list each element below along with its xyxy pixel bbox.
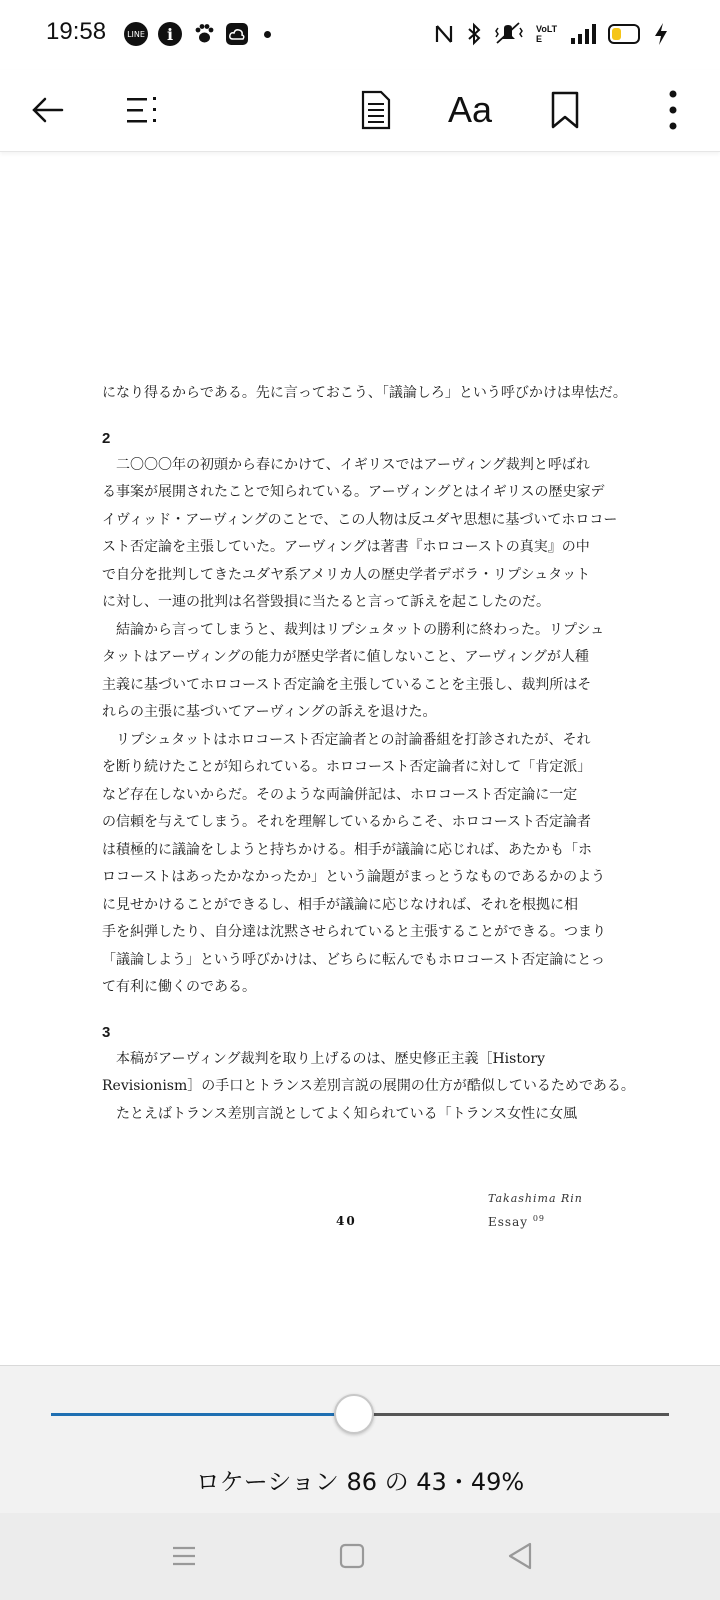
toc-icon (124, 94, 164, 126)
text-line: 結論から言ってしまうと、裁判はリプシュタットの勝利に終わった。リプシュ (116, 621, 605, 638)
text-line: など存在しないからだ。そのような両論併記は、ホロコースト否定論に一定 (102, 786, 578, 803)
section-heading: 2 (102, 429, 111, 447)
charging-icon (654, 22, 668, 46)
text-line: 「議論しよう」という呼びかけは、どちらに転んでもホロコースト否定論にとっ (102, 951, 606, 968)
text-line: 主義に基づいてホロコースト否定論を主張していることを主張し、裁判所はそ (102, 676, 592, 693)
font-settings-button[interactable] (442, 82, 498, 138)
text-line: は積極的に議論をしようと持ちかける。相手が議論に応じれば、あたかも「ホ (102, 841, 592, 858)
back-arrow-icon (30, 92, 66, 128)
cloud-icon (226, 23, 248, 45)
text-line: 手を糾弾したり、自分達は沈黙させられていると主張することができる。つまり (102, 924, 606, 940)
text-line: タットはアーヴィングの能力が歴史学者に値しないこと、アーヴィングが人種 (102, 649, 589, 665)
system-nav-bar (0, 1513, 720, 1600)
back-triangle-icon (507, 1542, 533, 1570)
page-view-icon (359, 90, 393, 130)
volte-icon: VoLTE (536, 24, 558, 44)
home-icon (339, 1543, 365, 1569)
status-bar (0, 0, 720, 70)
text-line: で自分を批判してきたユダヤ系アメリカ人の歴史学者デボラ・リプシュタット (102, 566, 591, 583)
nfc-icon (434, 23, 454, 45)
line-icon (124, 22, 148, 46)
location-text: ロケーション 86 の 43・49% (195, 1468, 525, 1496)
text-line: スト否定論を主張していた。アーヴィングは著書『ホロコーストの真実』の中 (102, 539, 590, 555)
more-vert-icon (667, 90, 679, 130)
recents-button[interactable] (168, 1540, 200, 1572)
text-line: に見せかけることができるし、相手が議論に応じなければ、それを根拠に相 (102, 896, 578, 913)
text-line: リプシュタットはホロコースト否定論者との討論番組を打診されたが、それ (116, 731, 591, 748)
text-line: イヴィッド・アーヴィングのことで、この人物は反ユダヤ思想に基づいてホロコー (102, 511, 618, 528)
text-line: になり得るからである。先に言っておこう、「議論しろ」という呼びかけは卑怯だ。 (102, 385, 627, 401)
vibrate-icon (494, 22, 524, 46)
text-line: 本稿がアーヴィング裁判を取り上げるのは、歴史修正主義［History (116, 1050, 545, 1067)
bookmark-button[interactable] (537, 82, 593, 138)
font-icon: Aa (447, 89, 493, 130)
back-nav-button[interactable] (504, 1540, 536, 1572)
recents-icon (170, 1544, 198, 1568)
footer-essay (488, 1214, 545, 1229)
text-line: 二〇〇〇年の初頭から春にかけて、イギリスではアーヴィング裁判と呼ばれ (116, 456, 590, 473)
section-heading: 3 (102, 1023, 111, 1041)
back-button[interactable] (20, 82, 76, 138)
paw-icon (192, 22, 216, 46)
text-line: て有利に働くのである。 (102, 979, 256, 995)
info-icon: i (158, 22, 182, 46)
progress-slider-thumb[interactable] (334, 1394, 374, 1434)
line-badge-text: LINE (127, 29, 145, 39)
text-line: を断り続けたことが知られている。ホロコースト否定論者に対して「肯定派」 (102, 759, 592, 775)
bookmark-icon (550, 91, 580, 129)
bluetooth-icon (466, 22, 482, 46)
text-line: ロコーストはあったかなかったか」という論題がまっとうなものであるかのよう (102, 869, 606, 885)
battery-level (612, 28, 621, 40)
text-line: Revisionism］の手口とトランス差別言説の展開の仕方が酷似しているためである。 (102, 1078, 635, 1094)
book-page (102, 380, 635, 1128)
reader-toolbar (0, 70, 720, 152)
text-line: の信頼を与えてしまう。それを理解しているからこそ、ホロコースト否定論者 (102, 814, 592, 830)
essay-label: Essay (488, 1215, 529, 1229)
text-line: に対し、一連の批判は名誉毀損に当たると言って訴えを起こしたのだ。 (102, 594, 550, 610)
dot-icon (264, 31, 271, 38)
status-icons-right (434, 22, 668, 46)
text-line: れらの主張に基づいてアーヴィングの訴えを退けた。 (102, 704, 437, 720)
footer-author: Takashima Rin (488, 1192, 583, 1205)
home-button[interactable] (336, 1540, 368, 1572)
location-panel (0, 1365, 720, 1513)
text-line: る事案が展開されたことで知られている。アーヴィングとはイギリスの歴史家デ (102, 484, 605, 500)
signal-icon (570, 23, 596, 45)
status-time: 19:58 (46, 18, 107, 45)
essay-number: 09 (532, 1214, 546, 1223)
status-icons-left (124, 22, 271, 46)
page-view-button[interactable] (348, 82, 404, 138)
page-number: 40 (336, 1214, 357, 1228)
battery-icon (608, 24, 642, 44)
more-options-button[interactable] (645, 82, 701, 138)
text-line: たとえばトランス差別言説としてよく知られている「トランス女性に女風 (116, 1105, 578, 1122)
progress-fill (51, 1413, 354, 1416)
toc-button[interactable] (116, 82, 172, 138)
